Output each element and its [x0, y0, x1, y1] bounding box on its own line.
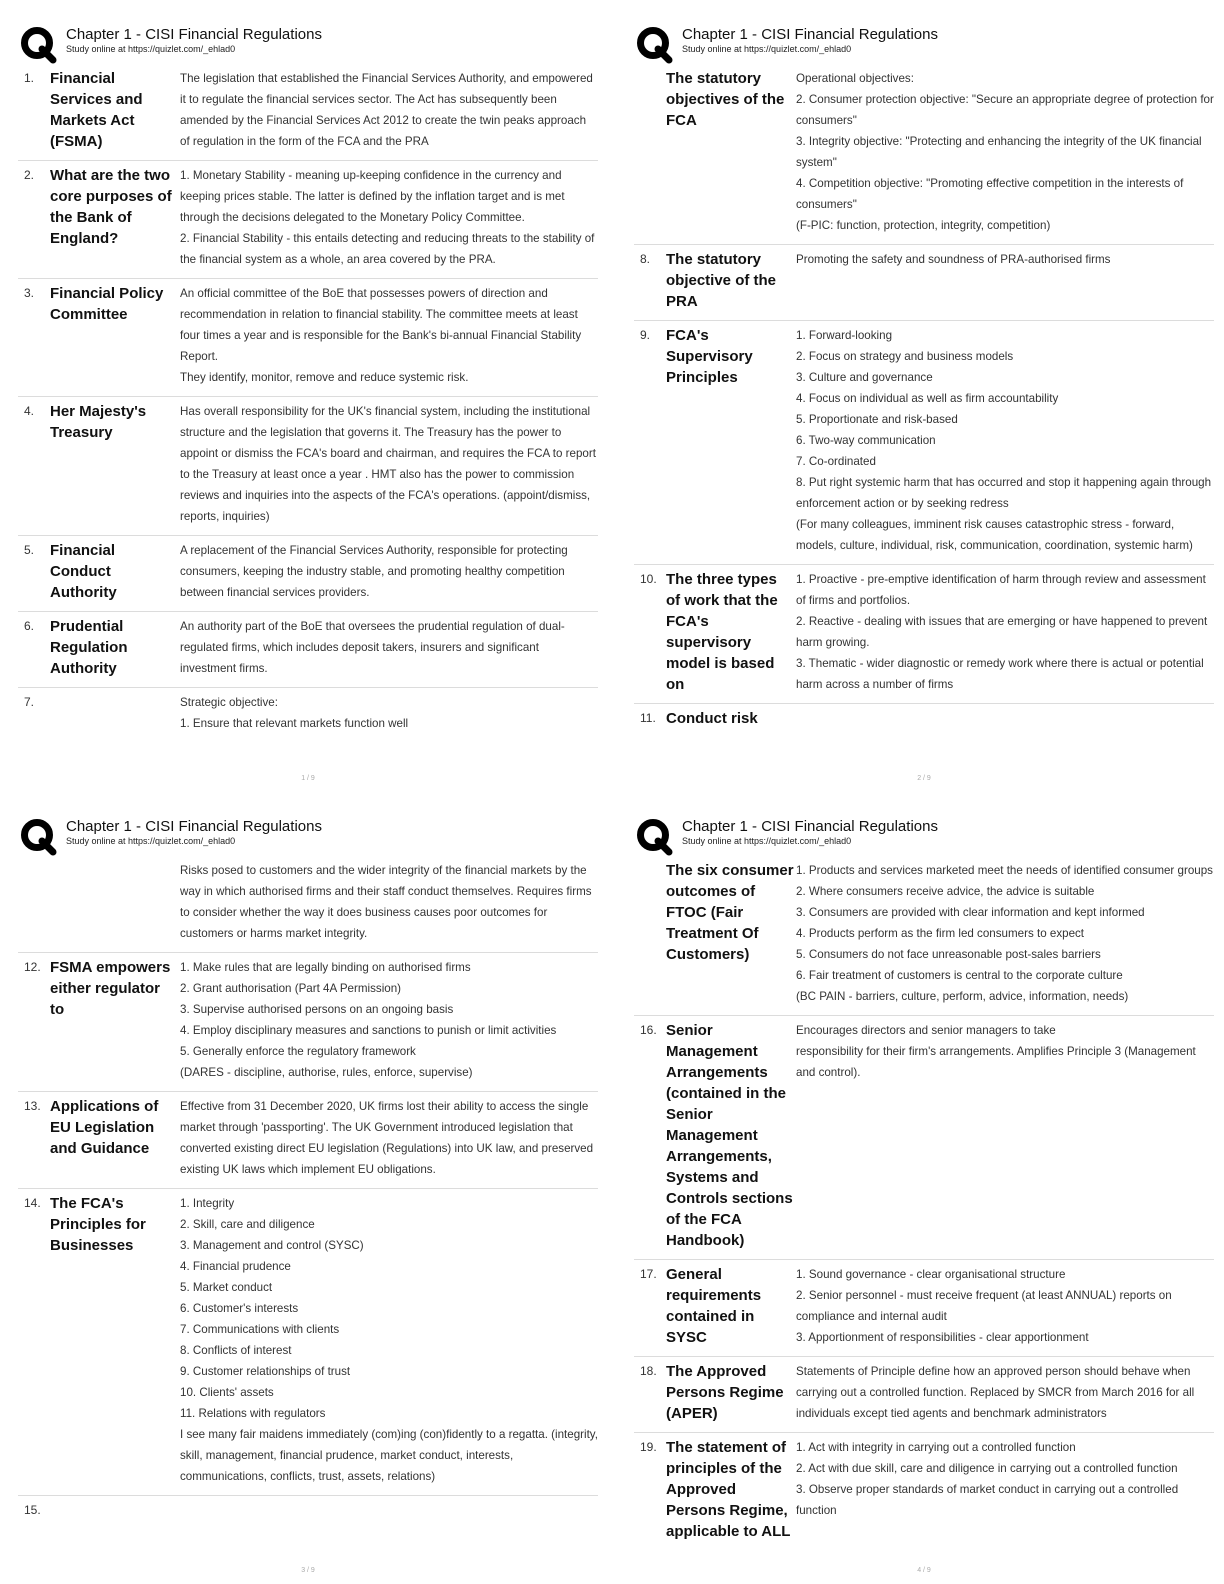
- card-definition: 1. Integrity 2. Skill, care and diligence 3. Management and control (SYSC) 4. Financial prudence 5. Market conduct 6. Customer's interests 7. Communications with clients 8. Conflicts of interest 9. Customer relationships of trust 10. Clients' assets 11. Relations with regulators I see many fair maidens immediately (com)ing (con)fidently to a regatta. (integrity, skill, management, financial prudence, market conduct, interests, communications, conflicts, trust, assets, relations): [180, 1197, 598, 1483]
- card-number: 16.: [640, 1023, 657, 1037]
- flashcard-list: [634, 856, 1214, 1550]
- card-term: Financial Policy Committee: [50, 285, 164, 323]
- card-number: 13.: [24, 1099, 41, 1113]
- study-online-link[interactable]: Study online at https://quizlet.com/_ehlad0: [682, 836, 852, 846]
- card-term: The statutory objective of the PRA: [666, 251, 777, 310]
- page-title: Chapter 1 - CISI Financial Regulations: [66, 26, 322, 43]
- card-term: Conduct risk: [666, 710, 758, 727]
- document-page-1: [18, 20, 598, 790]
- card-definition: 1. Monetary Stability - meaning up-keeping confidence in the currency and keeping prices stable. The latter is defined by the inflation target and is met through the decisions delegated to the Monetary Policy Committee. 2. Financial Stability - this entails detecting and reducing threats to the stability of the financial system as a whole, an area covered by the PRA.: [180, 169, 595, 266]
- card-term: What are the two core purposes of the Bank of England?: [50, 167, 172, 247]
- card-definition: Risks posed to customers and the wider integrity of the financial markets by the way in which authorised firms and their staff conduct themselves. Requires firms to consider whether the way it does business causes poor outcomes for customers or harms market integrity.: [180, 864, 592, 940]
- flashcard-row: [634, 565, 1214, 704]
- card-number: 14.: [24, 1196, 41, 1210]
- flashcard-row: [18, 1092, 598, 1189]
- flashcard-row: [634, 1357, 1214, 1433]
- quizlet-logo-icon: [20, 818, 56, 854]
- flashcard-list: [18, 856, 598, 1517]
- card-term: Senior Management Arrangements (contained in the Senior Management Arrangements, Systems and Controls sections of the FCA Handbook): [666, 1022, 793, 1249]
- card-number: 3.: [24, 286, 35, 300]
- card-number: 5.: [24, 543, 35, 557]
- card-definition: Encourages directors and senior managers to take responsibility for their firm's arrangements. Amplifies Principle 3 (Management and control).: [796, 1024, 1196, 1079]
- card-number: 18.: [640, 1364, 657, 1378]
- quizlet-logo-icon: [636, 26, 672, 62]
- card-term: The Approved Persons Regime (APER): [666, 1363, 784, 1422]
- card-number: 8.: [640, 252, 651, 266]
- card-term: FCA's Supervisory Principles: [666, 327, 753, 386]
- page-number: 2 / 9: [917, 775, 931, 782]
- page-header: [18, 20, 598, 62]
- card-number: 17.: [640, 1267, 657, 1281]
- card-definition: 1. Act with integrity in carrying out a controlled function 2. Act with due skill, care and diligence in carrying out a controlled function 3. Observe proper standards of market conduct in carrying out a controlled function: [796, 1441, 1179, 1517]
- flashcard-row: [18, 536, 598, 612]
- flashcard-row: [634, 245, 1214, 321]
- page-number: 1 / 9: [301, 775, 315, 782]
- document-page-2: [634, 20, 1214, 790]
- page-number: 3 / 9: [301, 1567, 315, 1574]
- flashcard-list: [634, 64, 1214, 737]
- card-definition: Effective from 31 December 2020, UK firms lost their ability to access the single market through 'passporting'. The UK Government introduced legislation that converted existing direct EU legislation (Regulations) into UK law, and preserved existing UK laws which implement EU obligations.: [180, 1100, 594, 1176]
- card-term: Financial Conduct Authority: [50, 542, 117, 601]
- card-term: Her Majesty's Treasury: [50, 403, 147, 441]
- card-term: General requirements contained in SYSC: [666, 1266, 762, 1346]
- flashcard-row: [634, 1433, 1214, 1550]
- flashcard-row: [18, 279, 598, 397]
- page-title: Chapter 1 - CISI Financial Regulations: [682, 26, 938, 43]
- page-header: [18, 812, 598, 854]
- card-number: 6.: [24, 619, 35, 633]
- card-term: The three types of work that the FCA's supervisory model is based on: [666, 571, 778, 693]
- page-title: Chapter 1 - CISI Financial Regulations: [66, 818, 322, 835]
- flashcard-row: [18, 688, 598, 742]
- flashcard-row: [634, 1016, 1214, 1260]
- card-term: The FCA's Principles for Businesses: [50, 1195, 146, 1254]
- card-definition: An official committee of the BoE that possesses powers of direction and recommendation in relation to financial stability. The committee meets at least four times a year and is responsible for the Bank's bi-annual Financial Stability Report. They identify, monitor, remove and reduce systemic risk.: [180, 287, 582, 384]
- flashcard-row: [634, 856, 1214, 1016]
- flashcard-row: [18, 612, 598, 688]
- card-definition: 1. Forward-looking 2. Focus on strategy and business models 3. Culture and governance 4. Focus on individual as well as firm accountability 5. Proportionate and risk-based 6. Two-way communication 7. Co-ordinated 8. Put right systemic harm that has occurred and stop it happening again through enforcement action or by seeking redress (For many colleagues, imminent risk causes catastrophic stress - forward, models, culture, individual, risk, communication, coordination, systemic harm): [796, 329, 1212, 552]
- card-term: Applications of EU Legislation and Guidance: [50, 1098, 159, 1157]
- card-definition: Promoting the safety and soundness of PRA-authorised firms: [796, 253, 1111, 266]
- quizlet-logo-icon: [20, 26, 56, 62]
- page-number: 4 / 9: [917, 1567, 931, 1574]
- document-page-3: [18, 812, 598, 1582]
- card-definition: Strategic objective: 1. Ensure that relevant markets function well: [180, 696, 409, 730]
- card-number: 4.: [24, 404, 35, 418]
- card-definition: A replacement of the Financial Services Authority, responsible for protecting consumers, keeping the industry stable, and promoting healthy competition between financial services providers.: [180, 544, 568, 599]
- card-term: Financial Services and Markets Act (FSMA): [50, 70, 143, 150]
- quizlet-logo-icon: [636, 818, 672, 854]
- page-header: [634, 20, 1214, 62]
- study-online-link[interactable]: Study online at https://quizlet.com/_ehlad0: [66, 836, 236, 846]
- flashcard-row: [634, 321, 1214, 565]
- card-definition: Operational objectives: 2. Consumer protection objective: "Secure an appropriate degree of protection for consumers" 3. Integrity objective: "Protecting and enhancing the integrity of the UK financial system" 4. Competition objective: "Promoting effective competition in the interests of consumers" (F-PIC: function, protection, integrity, competition): [796, 72, 1214, 232]
- flashcard-row: [18, 856, 598, 953]
- document-page-4: [634, 812, 1214, 1582]
- card-number: 7.: [24, 695, 35, 709]
- page-title: Chapter 1 - CISI Financial Regulations: [682, 818, 938, 835]
- card-term: FSMA empowers either regulator to: [50, 959, 171, 1018]
- card-number: 1.: [24, 71, 35, 85]
- flashcard-row: [18, 397, 598, 536]
- card-term: The statement of principles of the Approved Persons Regime, applicable to ALL: [666, 1439, 791, 1540]
- study-online-link[interactable]: Study online at https://quizlet.com/_ehlad0: [682, 44, 852, 54]
- card-number: 2.: [24, 168, 35, 182]
- card-definition: 1. Sound governance - clear organisational structure 2. Senior personnel - must receive frequent (at least ANNUAL) reports on compliance and internal audit 3. Apportionment of responsibilities - clear apportionment: [796, 1268, 1172, 1344]
- card-term: The six consumer outcomes of FTOC (Fair Treatment Of Customers): [666, 862, 794, 963]
- flashcard-row: [634, 1260, 1214, 1357]
- card-definition: 1. Products and services marketed meet the needs of identified consumer groups 2. Where consumers receive advice, the advice is suitable 3. Consumers are provided with clear information and kept informed 4. Products perform as the firm led consumers to expect 5. Consumers do not face unreasonable post-sales barriers 6. Fair treatment of customers is central to the corporate culture (BC PAIN - barriers, culture, perform, advice, information, needs): [796, 864, 1213, 1003]
- flashcard-row: [18, 64, 598, 161]
- card-number: 10.: [640, 572, 657, 586]
- flashcard-row: [634, 704, 1214, 737]
- card-number: 15.: [24, 1503, 41, 1517]
- flashcard-row: [18, 1189, 598, 1496]
- flashcard-row: [18, 161, 598, 279]
- flashcard-list: [18, 64, 598, 742]
- study-online-link[interactable]: Study online at https://quizlet.com/_ehlad0: [66, 44, 236, 54]
- card-definition: 1. Proactive - pre-emptive identification of harm through review and assessment of firms and portfolios. 2. Reactive - dealing with issues that are emerging or have happened to prevent harm growing. 3. Thematic - wider diagnostic or remedy work where there is actual or potential harm across a number of firms: [796, 573, 1208, 691]
- card-number: 12.: [24, 960, 41, 974]
- card-definition: The legislation that established the Financial Services Authority, and empowered it to regulate the financial services sector. The Act has subsequently been amended by the Financial Services Act 2012 to create the twin peaks approach of regulation in the form of the FCA and the PRA: [180, 72, 593, 148]
- card-definition: Statements of Principle define how an approved person should behave when carrying out a controlled function. Replaced by SMCR from March 2016 for all individuals except tied agents and benchmark administrators: [796, 1365, 1195, 1420]
- card-number: 9.: [640, 328, 651, 342]
- card-definition: An authority part of the BoE that oversees the prudential regulation of dual-regulated firms, which includes deposit takers, insurers and significant investment firms.: [180, 620, 565, 675]
- page-header: [634, 812, 1214, 854]
- flashcard-row: [18, 953, 598, 1092]
- card-number: 11.: [640, 711, 656, 725]
- flashcard-row: [18, 1496, 598, 1517]
- card-term: The statutory objectives of the FCA: [666, 70, 785, 129]
- flashcard-row: [634, 64, 1214, 245]
- card-term: Prudential Regulation Authority: [50, 618, 128, 677]
- card-number: 19.: [640, 1440, 657, 1454]
- card-definition: 1. Make rules that are legally binding on authorised firms 2. Grant authorisation (Part 4A Permission) 3. Supervise authorised persons on an ongoing basis 4. Employ disciplinary measures and sanctions to punish or limit activities 5. Generally enforce the regulatory framework (DARES - discipline, authorise, rules, enforce, supervise): [180, 961, 557, 1079]
- card-definition: Has overall responsibility for the UK's financial system, including the institutional structure and the legislation that governs it. The Treasury has the power to appoint or dismiss the FCA's board and chairman, and requires the FCA to report to the Treasury at least once a year . HMT also has the power to commission reviews and inquiries into the aspects of the FCA's operations. (appoint/dismiss, reports, inquiries): [180, 405, 596, 523]
